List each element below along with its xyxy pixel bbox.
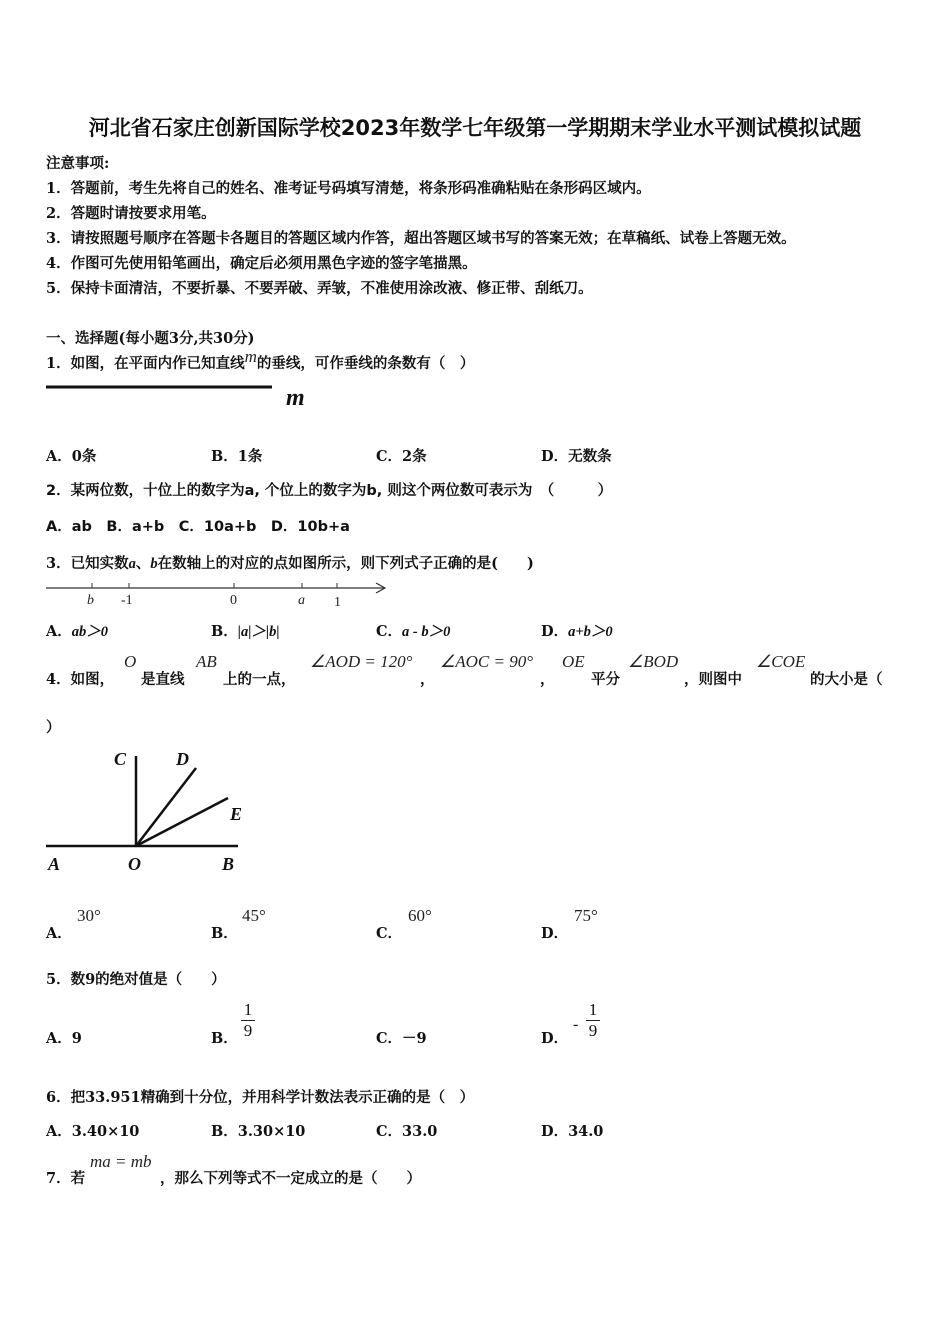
question-3 bbox=[46, 552, 534, 573]
q4-option-a-value: 30° bbox=[77, 906, 101, 925]
q4-text-2: 是直线 bbox=[141, 671, 185, 688]
q3-var-b: b bbox=[150, 556, 158, 572]
tick-label-0: 0 bbox=[230, 593, 237, 608]
q4-text-5: ，则图中 bbox=[684, 671, 742, 688]
fraction-numerator: 1 bbox=[243, 1000, 253, 1019]
notice-heading: 注意事项: bbox=[46, 155, 110, 172]
notice-item: 1．答题前，考生先将自己的姓名、准考证号码填写清楚，将条形码准确粘贴在条形码区域内。 bbox=[46, 180, 651, 197]
q4-angle-coe: ∠COE bbox=[756, 652, 806, 671]
fraction-numerator: 1 bbox=[588, 1000, 598, 1019]
q7-stem-pre: 7．若 bbox=[46, 1170, 86, 1187]
q4-angle-aoc: ∠AOC = 90° bbox=[440, 652, 534, 671]
q3-option-d: D．a+b＞0 bbox=[541, 623, 613, 640]
q2-options: A．ab B．a+b C．10a+b D．10b+a bbox=[46, 519, 350, 535]
label-d: D bbox=[176, 749, 189, 769]
q4-angle-aod: ∠AOD = 120° bbox=[310, 652, 413, 671]
q6-option-a: A．3.40×10 bbox=[46, 1123, 140, 1140]
label-o: O bbox=[128, 854, 141, 874]
q3-option-c: C．a - b＞0 bbox=[376, 623, 451, 640]
q4-comma-1: ， bbox=[420, 671, 435, 688]
q4-option-d-letter: D． bbox=[541, 925, 569, 942]
q3-option-a: A．ab＞0 bbox=[46, 623, 109, 640]
q1-stem-pre: 1．如图，在平面内作已知直线 bbox=[46, 355, 245, 372]
q1-fig-label: m bbox=[286, 385, 305, 411]
q1-option-b: B．1条 bbox=[211, 448, 263, 465]
q5-option-c: C．－9 bbox=[376, 1030, 427, 1047]
q5-option-b-fraction bbox=[241, 1000, 255, 1041]
q4-angle-figure bbox=[46, 748, 251, 878]
q7-equation: ma = mb bbox=[90, 1152, 152, 1171]
q3-sep: 、 bbox=[135, 555, 151, 572]
ray-oe bbox=[136, 798, 228, 846]
q3-var-a: a bbox=[128, 556, 136, 572]
label-e: E bbox=[230, 804, 243, 824]
q3-stem-pre: 3．已知实数 bbox=[46, 555, 129, 572]
q4-point-o: O bbox=[124, 652, 137, 671]
q4-option-d-value: 75° bbox=[574, 906, 598, 925]
q5-option-d-letter: D． bbox=[541, 1030, 569, 1047]
q4-text-3: 上的一点， bbox=[223, 671, 296, 688]
q4-text-6: 的大小是（ bbox=[810, 671, 883, 688]
ray-od bbox=[136, 768, 196, 846]
q3-option-b: B．|a|＞|b| bbox=[211, 623, 280, 640]
q4-option-b-value: 45° bbox=[242, 906, 266, 925]
notice-item: 5．保持卡面清洁，不要折暴、不要弄破、弄皱，不准使用涂改液、修正带、刮纸刀。 bbox=[46, 280, 593, 297]
tick-label-1: 1 bbox=[334, 595, 341, 610]
q6-option-b: B．3.30×10 bbox=[211, 1123, 306, 1140]
q4-line-ab: AB bbox=[196, 652, 217, 671]
q4-comma-2: ， bbox=[540, 671, 555, 688]
label-b: B bbox=[222, 854, 235, 874]
page-title: 河北省石家庄创新国际学校2023年数学七年级第一学期期末学业水平测试模拟试题 bbox=[88, 116, 862, 140]
q5-option-d-sign: - bbox=[573, 1016, 579, 1033]
notice-item: 4．作图可先使用铅笔画出，确定后必须用黑色字迹的签字笔描黑。 bbox=[46, 255, 477, 272]
q1-line-figure bbox=[46, 380, 326, 420]
q4-close-paren: ） bbox=[46, 719, 61, 736]
q4-option-c-value: 60° bbox=[408, 906, 432, 925]
q5-option-b-letter: B． bbox=[211, 1030, 238, 1047]
q6-option-d: D．34.0 bbox=[541, 1123, 604, 1140]
question-1 bbox=[46, 347, 475, 373]
question-6: 6．把33.951精确到十分位，并用科学计数法表示正确的是（ ） bbox=[46, 1089, 475, 1106]
tick-label-a: a bbox=[298, 593, 305, 608]
q5-option-d-fraction bbox=[586, 1000, 600, 1041]
fraction-denominator: 9 bbox=[243, 1021, 253, 1040]
q7-stem-post: ，那么下列等式不一定成立的是（ ） bbox=[160, 1170, 421, 1187]
fraction-denominator: 9 bbox=[588, 1021, 598, 1040]
q1-option-c: C．2条 bbox=[376, 448, 427, 465]
q4-text-4: 平分 bbox=[591, 671, 620, 688]
q4-text-1: 4．如图， bbox=[46, 671, 115, 688]
tick-label-b: b bbox=[87, 593, 94, 608]
section-heading: 一、选择题(每小题3分,共30分) bbox=[46, 330, 255, 347]
q5-option-a: A．9 bbox=[46, 1030, 82, 1047]
q6-option-c: C．33.0 bbox=[376, 1123, 438, 1140]
notice-item: 3．请按照题号顺序在答题卡各题目的答题区域内作答，超出答题区域书写的答案无效；在草稿纸、试卷上答题无效。 bbox=[46, 230, 796, 247]
notice-item: 2．答题时请按要求用笔。 bbox=[46, 205, 216, 222]
q1-option-a: A．0条 bbox=[46, 448, 97, 465]
q3-stem-post: 在数轴上的对应的点如图所示，则下列式子正确的是( ) bbox=[157, 555, 534, 572]
q1-option-d: D．无数条 bbox=[541, 448, 612, 465]
q1-stem-post: 的垂线，可作垂线的条数有（ ） bbox=[256, 355, 475, 372]
q4-ray-oe: OE bbox=[562, 652, 585, 671]
question-2: 2．某两位数，十位上的数字为a, 个位上的数字为b, 则这个两位数可表示为 （ ） bbox=[46, 483, 613, 499]
q1-var: m bbox=[244, 347, 257, 366]
number-line-figure bbox=[46, 578, 391, 610]
q4-angle-bod: ∠BOD bbox=[628, 652, 679, 671]
q4-option-a-letter: A． bbox=[46, 925, 72, 942]
label-a: A bbox=[48, 854, 61, 874]
q4-option-c-letter: C． bbox=[376, 925, 403, 942]
tick-label-minus-1: -1 bbox=[121, 593, 133, 608]
q4-option-b-letter: B． bbox=[211, 925, 238, 942]
question-5: 5．数9的绝对值是（ ） bbox=[46, 971, 226, 988]
label-c: C bbox=[114, 749, 127, 769]
